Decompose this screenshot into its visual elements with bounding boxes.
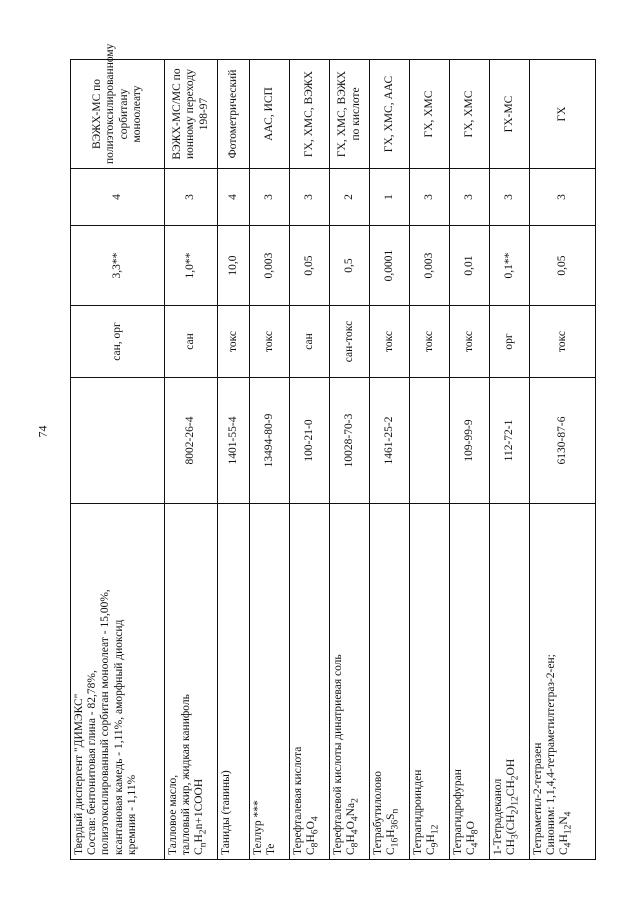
hazard-class-cell: сан, орг (71, 306, 165, 378)
substance-name-line: 1-Тетрадеканол (492, 778, 504, 855)
method-cell: Фотометрический (218, 60, 250, 169)
hazard-level-cell: 3 (290, 169, 330, 226)
hazard-class-cell: токс (218, 306, 250, 378)
method-cell: ГХ, ХМС, ААС (370, 60, 410, 169)
cas-number-cell: 1401-55-4 (218, 378, 250, 504)
concentration-cell: 1,0** (165, 226, 218, 306)
concentration-cell: 10,0 (218, 226, 250, 306)
substance-name-line: Состав: бентонитовая глина - 82,78%, (86, 670, 99, 855)
substance-name-line: $CH_3(CH_2)_{12}CH_2OH$ (505, 758, 521, 855)
hazard-level-cell: 2 (330, 169, 370, 226)
cas-number-cell: 100-21-0 (290, 378, 330, 504)
cas-number-cell (71, 378, 165, 504)
substance-name-cell (330, 504, 370, 860)
substance-name-line: Тетрагидроинден (412, 769, 424, 855)
substance-name-line: ксантановая камедь - 1,11%, аморфный диоксид (112, 619, 125, 855)
substance-name-cell (450, 504, 490, 860)
substance-name-line: полиэтоксилированный сорбитан моноолеат - 15,00%, (99, 589, 112, 855)
hazard-level-cell: 4 (218, 169, 250, 226)
substance-name-line: Синоним: 1,1,4,4-тетраметилтетраз-2-ен; (545, 654, 558, 855)
cas-number-cell: 109-99-9 (450, 378, 490, 504)
substance-name-line: $C_4H_{12}N_4$ (558, 811, 574, 855)
substance-name-line: Таниды (танины) (220, 770, 232, 855)
substances-table (70, 43, 596, 860)
hazard-class-cell: сан-токс (330, 306, 370, 378)
table-row (370, 60, 410, 860)
cas-number-cell: 1461-25-2 (370, 378, 410, 504)
hazard-level-cell: 3 (490, 169, 530, 226)
hazard-level-cell: 1 (370, 169, 410, 226)
substance-name-line: Терефталевой кислоты динатриевая соль (332, 654, 344, 855)
substance-name-line: Тетраметил-2-тетразен (532, 742, 544, 855)
substance-name-line: Твердый диспергент "ДИМЭКС" (73, 693, 85, 855)
table-body (71, 43, 596, 860)
concentration-cell: 0,05 (530, 226, 596, 306)
concentration-cell: 0,5 (330, 226, 370, 306)
substance-name-cell (410, 504, 450, 860)
table-row (490, 60, 530, 860)
cas-number-cell: 10028-70-3 (330, 378, 370, 504)
table-row (250, 60, 290, 860)
method-cell: ГХ, ХМС, ВЭЖХ (290, 60, 330, 169)
substance-name-line: $C_nH_2n+1COOH$ (193, 778, 209, 855)
substance-name-line: Тетрагидрофуран (452, 769, 464, 855)
substance-name-cell (370, 504, 410, 860)
substance-name-cell (71, 504, 165, 860)
table-row (165, 60, 218, 860)
substance-name-line: $C_{16}H_{36}S_n$ (385, 808, 401, 855)
cas-number-cell: 13494-80-9 (250, 378, 290, 504)
substance-name-line: Талловое масло, (167, 774, 179, 855)
hazard-level-cell: 3 (165, 169, 218, 226)
method-cell: ГХ (530, 60, 596, 169)
table-row (71, 60, 165, 860)
substance-name-line: Тетрабутилолово (372, 771, 384, 855)
concentration-cell: 3,3** (71, 226, 165, 306)
cas-number-cell: 6130-87-6 (530, 378, 596, 504)
cas-number-cell: 112-72-1 (490, 378, 530, 504)
hazard-class-cell: токс (450, 306, 490, 378)
hazard-class-cell: токс (250, 306, 290, 378)
concentration-cell: 0,0001 (370, 226, 410, 306)
substance-name-line: Теллур *** (252, 800, 264, 855)
substances-table-container (70, 43, 595, 860)
substance-name-cell (530, 504, 596, 860)
hazard-level-cell: 3 (530, 169, 596, 226)
substance-name-line: кремния - 1,11% (125, 774, 138, 855)
hazard-class-cell: орг (490, 306, 530, 378)
page-number: 74 (35, 425, 50, 438)
concentration-cell: 0,01 (450, 226, 490, 306)
substance-name-line: талловый жир, жидкая канифоль (180, 694, 193, 855)
concentration-cell: 0,003 (250, 226, 290, 306)
concentration-cell: 0,003 (410, 226, 450, 306)
method-cell: ВЭЖХ-МС по полиэтоксилированному сорбитану моноолеату (71, 60, 165, 169)
hazard-level-cell: 3 (450, 169, 490, 226)
substance-name-line: $C_9H_{12}$ (425, 824, 441, 855)
table-row (410, 60, 450, 860)
method-cell: ГХ, ХМС (450, 60, 490, 169)
substance-name-cell (218, 504, 250, 860)
substance-name-line: Te (265, 843, 278, 855)
substance-name-line: $C_8H_6O_4$ (305, 816, 321, 855)
table-row (530, 60, 596, 860)
hazard-level-cell: 3 (250, 169, 290, 226)
rotated-table-region (70, 43, 595, 860)
concentration-cell: 0,1** (490, 226, 530, 306)
hazard-class-cell: сан (290, 306, 330, 378)
cas-number-cell (410, 378, 450, 504)
table-row (290, 60, 330, 860)
method-cell: ГХ, ХМС (410, 60, 450, 169)
method-cell: ААС, ИСП (250, 60, 290, 169)
concentration-cell: 0,05 (290, 226, 330, 306)
hazard-class-cell: токс (410, 306, 450, 378)
hazard-class-cell: сан (165, 306, 218, 378)
substance-name-cell (165, 504, 218, 860)
method-cell: ГХ, ХМС, ВЭЖХ по кислоте (330, 60, 370, 169)
substance-name-cell (250, 504, 290, 860)
hazard-class-cell: токс (530, 306, 596, 378)
table-row (330, 60, 370, 860)
substance-name-cell (490, 504, 530, 860)
substance-name-line: Терефталевая кислота (292, 746, 304, 855)
hazard-level-cell: 4 (71, 169, 165, 226)
cas-number-cell: 8002-26-4 (165, 378, 218, 504)
method-cell: ГХ-МС (490, 60, 530, 169)
substance-name-cell (290, 504, 330, 860)
hazard-level-cell: 3 (410, 169, 450, 226)
substance-name-line: $C_4H_8O$ (465, 821, 481, 855)
hazard-class-cell: токс (370, 306, 410, 378)
table-row (218, 60, 250, 860)
substance-name-line: $C_8H_4O_4Na_2$ (345, 798, 361, 855)
method-cell: ВЭЖХ-МС/МС по ионному переходу 198-97 (165, 60, 218, 169)
table-row (450, 60, 490, 860)
